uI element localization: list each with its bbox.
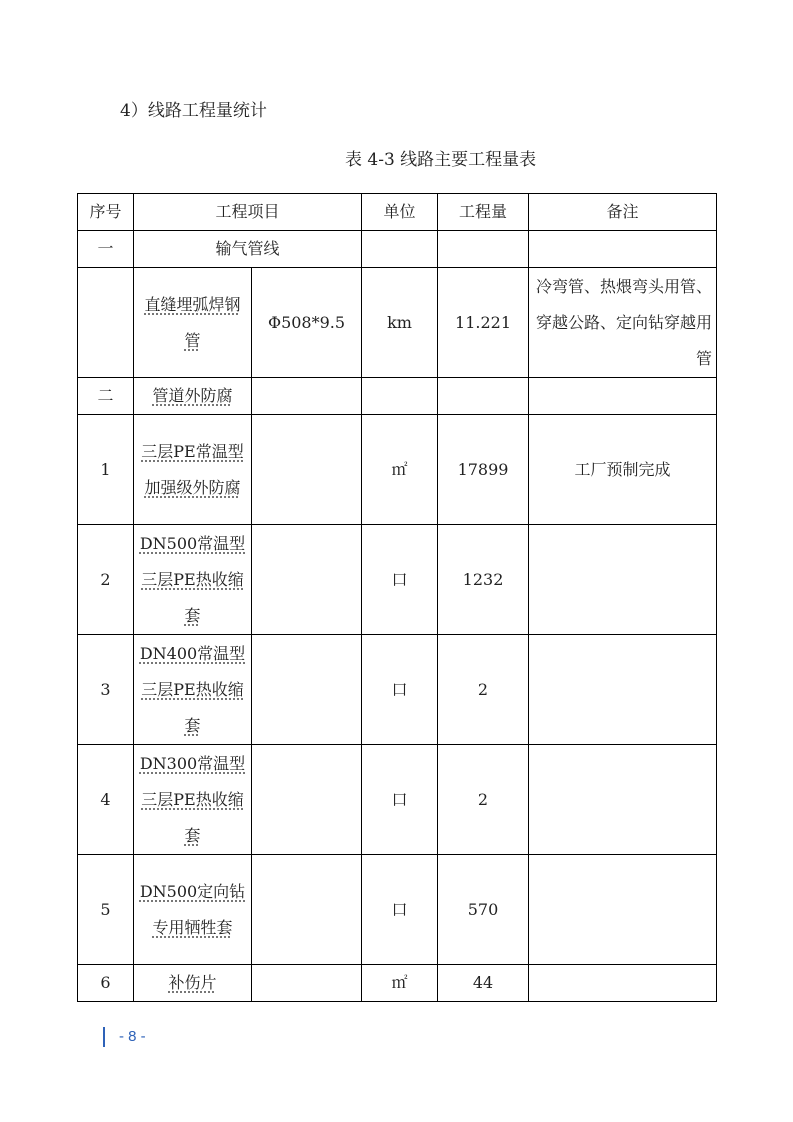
section-title: 4）线路工程量统计 [120, 101, 267, 121]
row-note: 冷弯管、热煨弯头用管、穿越公路、定向钻穿越用管 [529, 268, 717, 378]
table-row [78, 415, 717, 525]
row-qty: 44 [438, 965, 529, 1002]
row-unit: 口 [362, 635, 438, 745]
row-item: DN500常温型三层PE热收缩套 [134, 525, 252, 635]
row-item: 补伤片 [134, 965, 252, 1002]
row-item: 输气管线 [134, 231, 362, 268]
row-no: 2 [78, 525, 134, 635]
row-unit: 口 [362, 745, 438, 855]
table-row [78, 965, 717, 1002]
row-no: 二 [78, 378, 134, 415]
table-row [78, 635, 717, 745]
row-qty: 11.221 [438, 268, 529, 378]
row-item: DN300常温型三层PE热收缩套 [134, 745, 252, 855]
header-item: 工程项目 [134, 194, 362, 231]
table-row [78, 745, 717, 855]
row-item: 直缝埋弧焊钢管 [134, 268, 252, 378]
page-number: - 8 - [119, 1028, 146, 1045]
row-qty: 1232 [438, 525, 529, 635]
header-unit: 单位 [362, 194, 438, 231]
row-no: 一 [78, 231, 134, 268]
row-spec: Φ508*9.5 [252, 268, 362, 378]
row-unit: ㎡ [362, 965, 438, 1002]
row-item: 管道外防腐 [134, 378, 252, 415]
table-row [78, 855, 717, 965]
table-row [78, 231, 717, 268]
engineering-quantity-table [77, 193, 717, 1002]
header-no: 序号 [78, 194, 134, 231]
header-qty: 工程量 [438, 194, 529, 231]
table-row [78, 268, 717, 378]
header-note: 备注 [529, 194, 717, 231]
table-row [78, 525, 717, 635]
row-qty: 2 [438, 635, 529, 745]
row-qty: 570 [438, 855, 529, 965]
row-no: 6 [78, 965, 134, 1002]
table-row [78, 378, 717, 415]
table-header-row [78, 194, 717, 231]
row-item: 三层PE常温型加强级外防腐 [134, 415, 252, 525]
row-item: DN400常温型三层PE热收缩套 [134, 635, 252, 745]
row-no: 3 [78, 635, 134, 745]
row-unit: 口 [362, 525, 438, 635]
row-qty: 17899 [438, 415, 529, 525]
row-no: 1 [78, 415, 134, 525]
row-qty: 2 [438, 745, 529, 855]
row-unit: km [362, 268, 438, 378]
footer-bar [103, 1027, 105, 1047]
row-unit: 口 [362, 855, 438, 965]
row-no: 4 [78, 745, 134, 855]
row-note: 工厂预制完成 [529, 415, 717, 525]
row-no: 5 [78, 855, 134, 965]
table-caption: 表 4-3 线路主要工程量表 [345, 150, 537, 170]
row-unit: ㎡ [362, 415, 438, 525]
row-item: DN500定向钻专用牺牲套 [134, 855, 252, 965]
